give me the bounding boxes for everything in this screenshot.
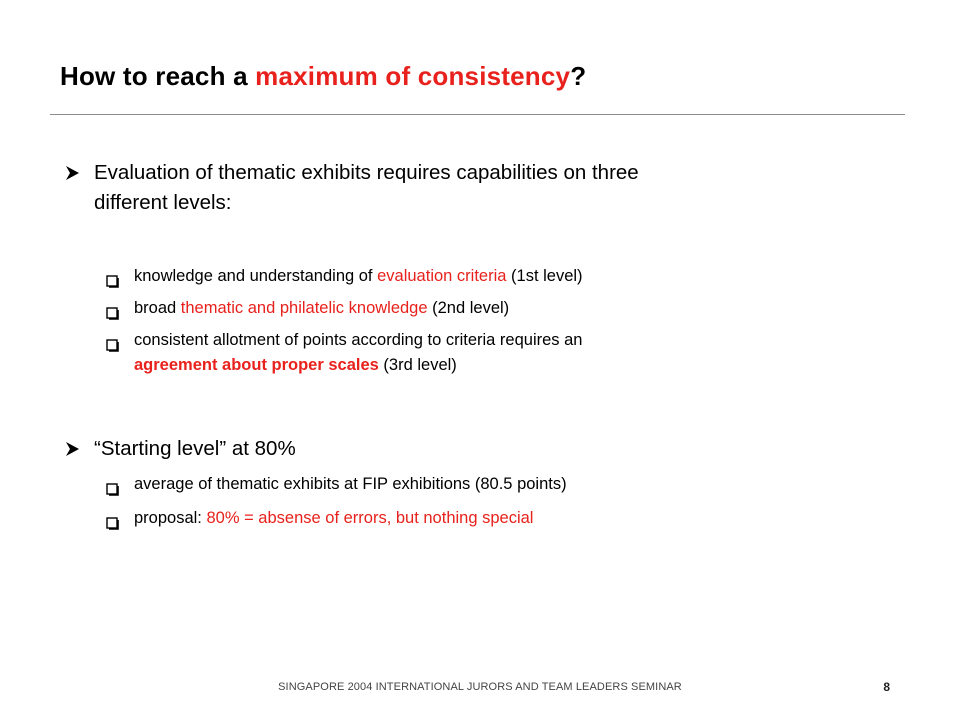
hollow-square-bullet-icon: [106, 271, 119, 284]
arrowhead-bullet-icon: [64, 158, 84, 197]
title-highlight: maximum of consistency: [255, 61, 571, 91]
sub-bullet-text: (1st level): [506, 267, 583, 285]
slide-title: [60, 61, 586, 92]
sub-bullet-text: proposal:: [134, 509, 207, 527]
hollow-square-bullet-icon: [106, 479, 119, 492]
hollow-square-bullet-icon: [106, 513, 119, 526]
bullet-evaluation-text: [94, 158, 814, 218]
sub-bullet-highlight: agreement about proper scales: [134, 356, 379, 374]
sub-bullet-text: consistent allotment of points according to criteria requires an: [134, 331, 583, 349]
bullet-line: “Starting level” at 80%: [94, 437, 296, 460]
bullet-line: Evaluation of thematic exhibits requires capabilities on three: [94, 161, 639, 184]
sub-bullet-text: average of thematic exhibits at FIP exhibitions (80.5 points): [134, 475, 567, 493]
title-prefix: How to reach a: [60, 61, 256, 91]
sub-bullet-text: (2nd level): [427, 299, 510, 317]
sub-bullet-highlight: thematic and philatelic knowledge: [180, 299, 428, 317]
footer-text: SINGAPORE 2004 INTERNATIONAL JURORS AND TEAM LEADERS SEMINAR: [278, 681, 682, 693]
sub-bullet-highlight: evaluation criteria: [377, 267, 507, 285]
sub-bullet-text: (3rd level): [378, 356, 457, 374]
bullet-line: different levels:: [94, 191, 232, 214]
title-suffix: ?: [570, 61, 587, 91]
sub-bullet-text: knowledge and understanding of: [134, 267, 378, 285]
page-number: 8: [883, 680, 890, 694]
arrowhead-bullet-icon: [64, 434, 84, 473]
hollow-square-bullet-icon: [106, 335, 119, 348]
sub-bullet-highlight: 80% = absense of errors, but nothing special: [206, 509, 534, 527]
hollow-square-bullet-icon: [106, 303, 119, 316]
title-divider: [50, 114, 905, 115]
sub-bullet-text: broad: [134, 299, 181, 317]
